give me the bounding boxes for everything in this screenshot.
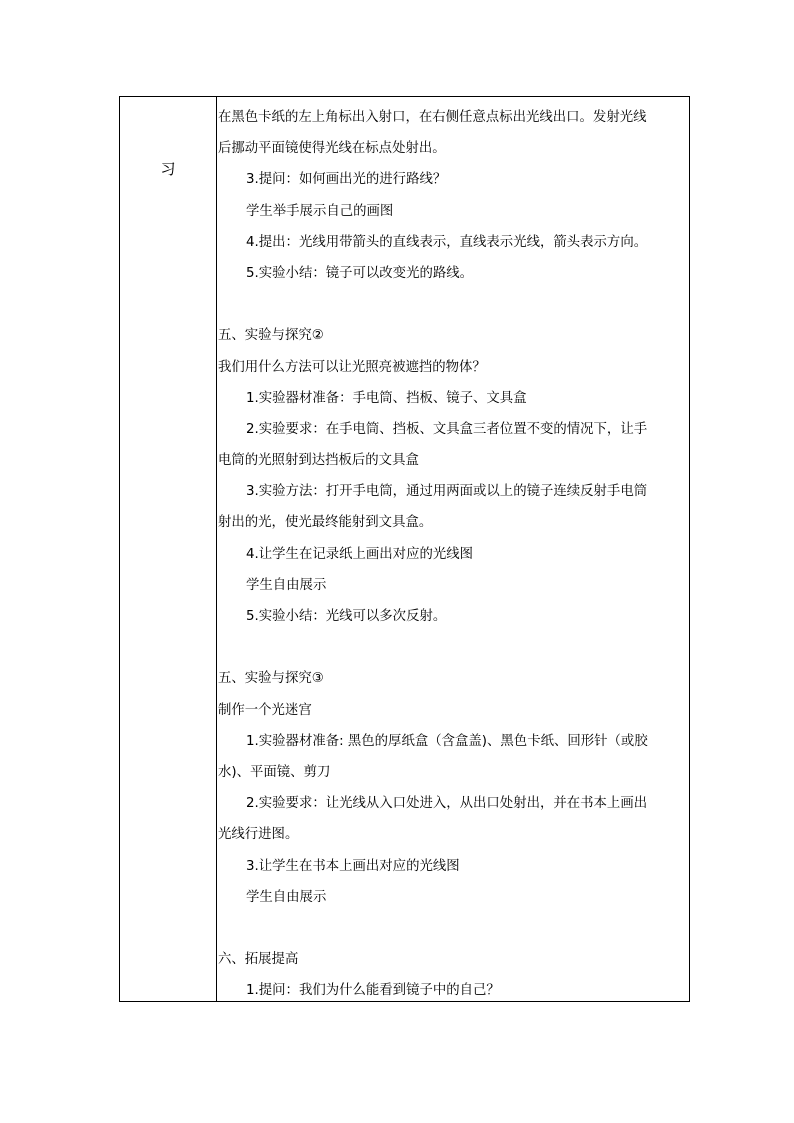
blank-line (218, 289, 690, 320)
text-line: 学生举手展示自己的画图 (246, 203, 394, 219)
text-line: 2.实验要求：在手电筒、挡板、文具盒三者位置不变的情况下，让手 (246, 421, 648, 437)
blank-line (218, 632, 690, 663)
text-line: 4.提出：光线用带箭头的直线表示，直线表示光线，箭头表示方向。 (246, 234, 648, 250)
text-line: 1.实验器材准备：手电筒、挡板、镜子、文具盒 (246, 390, 527, 406)
section-heading: 六、拓展提高 (218, 952, 299, 968)
text-line: 电筒的光照射到达挡板后的文具盒 (218, 453, 419, 469)
text-line: 射出的光，使光最终能射到文具盒。 (218, 515, 433, 531)
text-line: 1.实验器材准备: 黑色的厚纸盒（含盒盖)、黑色卡纸、回形针（或胶 (246, 733, 648, 749)
left-cell-label: 习 (160, 160, 176, 178)
column-divider (216, 97, 217, 1001)
text-line: 5.实验小结：光线可以多次反射。 (246, 609, 447, 624)
text-line: 光线行进图。 (218, 827, 299, 843)
text-line: 3.让学生在书本上画出对应的光线图 (246, 858, 460, 874)
text-line: 1.提问：我们为什么能看到镜子中的自己？ (246, 983, 500, 999)
text-line: 2.实验要求：让光线从入口处进入，从出口处射出，并在书本上画出 (246, 796, 648, 812)
content-cell (218, 102, 690, 1006)
text-line: 在黑色卡纸的左上角标出入射口，在右侧任意点标出光线出口。发射光线 (218, 110, 647, 125)
blank-line (218, 913, 690, 944)
lesson-table (119, 96, 690, 1002)
text-line: 我们用什么方法可以让光照亮被遮挡的物体？ (218, 359, 486, 375)
text-line: 水)、平面镜、剪刀 (218, 764, 331, 780)
text-line: 3.提问：如何画出光的进行路线？ (246, 172, 447, 188)
text-line: 4.让学生在记录纸上画出对应的光线图 (246, 546, 474, 562)
text-line: 3.实验方法：打开手电筒，通过用两面或以上的镜子连续反射手电筒 (246, 484, 648, 500)
text-line: 5.实验小结：镜子可以改变光的路线。 (246, 265, 474, 281)
section-heading: 五、实验与探究② (218, 328, 324, 344)
section-heading: 五、实验与探究③ (218, 671, 324, 687)
text-line: 制作一个光迷宫 (218, 702, 312, 718)
text-line: 学生自由展示 (246, 577, 327, 593)
text-line: 后挪动平面镜使得光线在标点处射出。 (218, 141, 446, 157)
text-line: 学生自由展示 (246, 889, 327, 905)
